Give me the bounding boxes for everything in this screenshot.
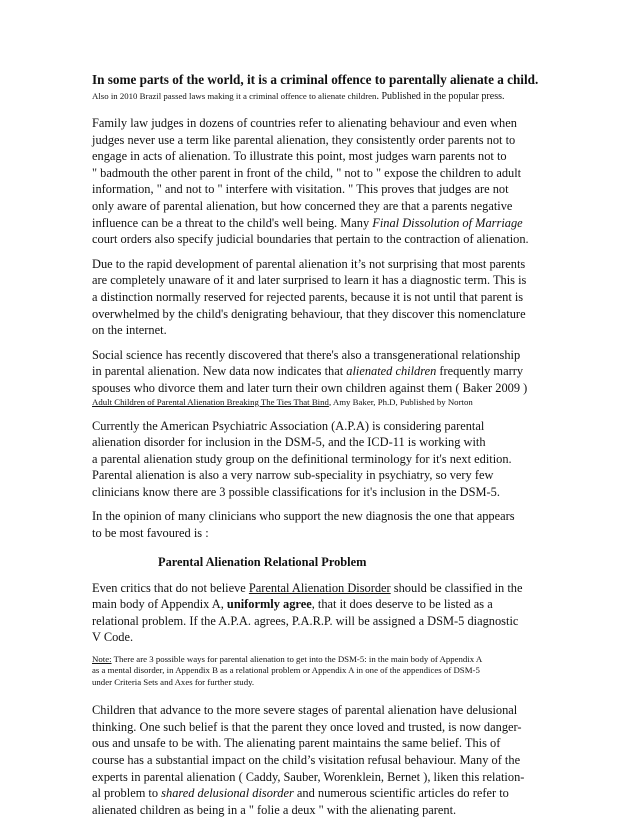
italic-term: alienated children <box>346 364 437 379</box>
paragraph-social-science: Social science has recently discovered that there's also a transgenerational relationship in parental alienation. New data now indicates that alienated children frequently marry spouses who divorce them and later turn their own children against them ( Baker 2009 ) Adult Children of Parental Alienation Breaking The Ties That Bind, Amy Baker, Ph.D, Published by Norton <box>92 347 546 408</box>
paragraph-development: Due to the rapid development of parental alienation it’s not surprising that most parents are completely unaware of it and later surprised to learn it has a diagnostic term. This is a distinction normally reserved for rejected parents, because it is not until that parent is overwhelmed by the child's denigrating behaviour, that they discover this nomenclature on the internet. <box>92 256 527 338</box>
paragraph-critics: Even critics that do not believe Parental Alienation Disorder should be classified in the main body of Appendix A, uniformly agree, that it does deserve to be listed as a relational problem. If the A.P.A. agrees, P.A.R.P. will be assigned a DSM-5 diagnostic V Code. <box>92 580 523 645</box>
italic-term: Final Dissolution of Marriage <box>372 215 523 230</box>
document-title: In some parts of the world, it is a criminal offence to parentally alienate a child. <box>92 72 539 87</box>
document-page <box>92 72 546 818</box>
note-block: Note: There are 3 possible ways for parental alienation to get into the DSM-5: in the main body of Appendix A as a mental disorder, in Appendix B as a relational problem or Appendix A in one of the appendices of DSM-5 under Criteria Sets and Axes for further study. <box>92 654 483 687</box>
paragraph-apa: Currently the American Psychiatric Association (A.P.A) is considering parental alienation disorder for inclusion in the DSM-5, and the ICD-11 is working with a parental alienation study group on the definitional terminology for it's next edition. Parental alienation is also a very narrow sub-speciality in psychiatry, so very few clinicians know there are 3 possible classifications for it's inclusion in the DSM-5. <box>92 418 512 499</box>
document-subtitle: Also in 2010 Brazil passed laws making it a criminal offence to alienate children. Published in the popular press. <box>92 91 505 102</box>
paragraph-opinion: In the opinion of many clinicians who support the new diagnosis the one that appears to be most favoured is : <box>92 509 515 541</box>
section-heading: Parental Alienation Relational Problem <box>158 554 367 569</box>
book-reference: Adult Children of Parental Alienation Breaking The Ties That Bind, Amy Baker, Ph.D, Published by Norton <box>92 396 473 407</box>
paragraph-judges: Family law judges in dozens of countries refer to alienating behaviour and even when judges never use a term like parental alienation, they consistently order parents not to engage in acts of alienation. To illustrate this point, most judges warn parents not to " badmouth the other parent in front of the child, " not to " expose the children to adult information, " and not to " interfere with visitation. " This proves that judges are not only aware of parental alienation, but how concerned they are that a parents negative influence can be a threat to the child's well being. Many Final Dissolution of Marriage court orders also specify judicial boundaries that pertain to the contraction of alienation. <box>92 116 529 247</box>
paragraph-delusional: Children that advance to the more severe stages of parental alienation have delusional thinking. One such belief is that the parent they once loved and trusted, is now danger- ous and unsafe to be with. The alienating parent maintains the same belief. This of course has a substantial impact on the child’s visitation refusal behaviour. Many of the experts in parental alienation ( Caddy, Sauber, Worenklein, Bernet ), liken this relation- al problem to shared delusional disorder and numerous scientific articles do refer to alienated children as being in a " folie a deux " with the alienating parent. <box>92 703 525 817</box>
italic-term: shared delusional disorder <box>161 786 294 801</box>
note-label: Note: <box>92 654 112 665</box>
